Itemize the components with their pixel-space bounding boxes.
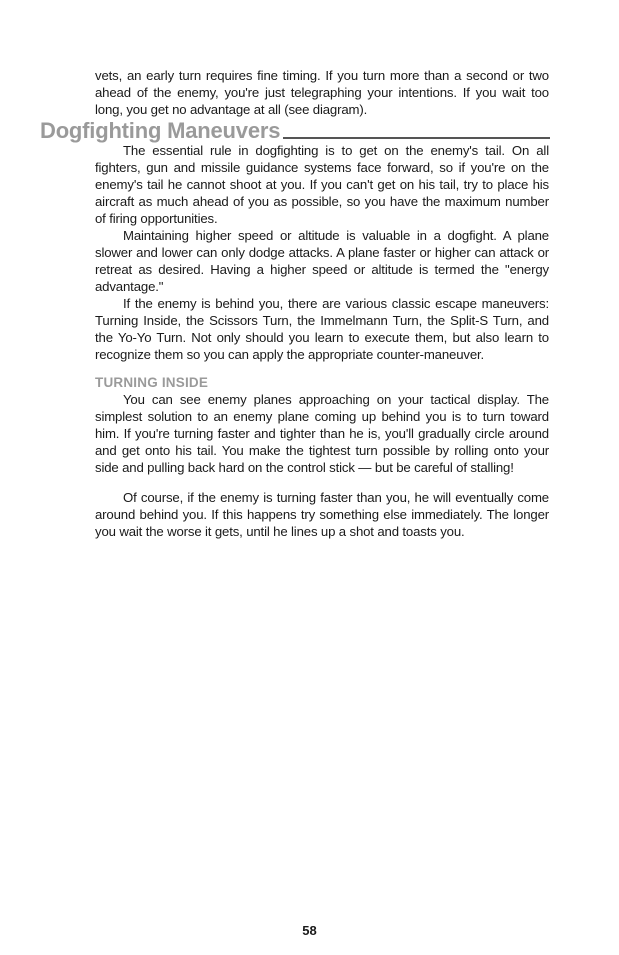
heading-rule bbox=[283, 137, 550, 139]
section-paragraph-1: The essential rule in dogfighting is to get on the enemy's tail. On all fighters, gun and missile guidance systems face forward, so if you're on the enemy's tail he cannot shoot at you. If you can't get on his tail, try to place his aircraft as much ahead of you as possible, so you have the maximum number of firing opportunities. bbox=[95, 143, 549, 226]
subsection-paragraph-1: You can see enemy planes approaching on your tactical display. The simplest solution to an enemy plane coming up behind you is to turn toward him. If you're turning faster and tighter than he is, you'll gradually circle around and get onto his tail. You make the tightest turn possible by rolling onto your side and pulling back hard on the control stick — but be careful of stalling! bbox=[95, 392, 549, 475]
page-number: 58 bbox=[302, 923, 317, 938]
section-paragraph-3: If the enemy is behind you, there are various classic escape maneuvers: Turning Inside, the Scissors Turn, the Immelmann Turn, the Split-S Turn, and the Yo-Yo Turn. Not only should you learn to execute them, but also learn to recognize them so you can apply the appropriate counter-maneuver. bbox=[95, 296, 549, 362]
subsection-title: TURNING INSIDE bbox=[95, 375, 209, 390]
intro-paragraph: vets, an early turn requires fine timing. If you turn more than a second or two ahead of the enemy, you're just telegraphing your intentions. If you wait too long, you get no advantage at all (see diagram). bbox=[95, 68, 549, 117]
section-title: Dogfighting Maneuvers bbox=[40, 118, 281, 143]
section-heading bbox=[40, 117, 550, 143]
subsection-paragraph-2: Of course, if the enemy is turning faster than you, he will eventually come around behind you. If this happens try something else immediately. The longer you wait the worse it gets, until he lines up a shot and toasts you. bbox=[95, 490, 549, 539]
section-paragraph-2: Maintaining higher speed or altitude is valuable in a dogfight. A plane slower and lower can only dodge attacks. A plane faster or higher can attack or retreat as desired. Having a higher speed or altitude is termed the "energy advantage." bbox=[95, 228, 549, 294]
